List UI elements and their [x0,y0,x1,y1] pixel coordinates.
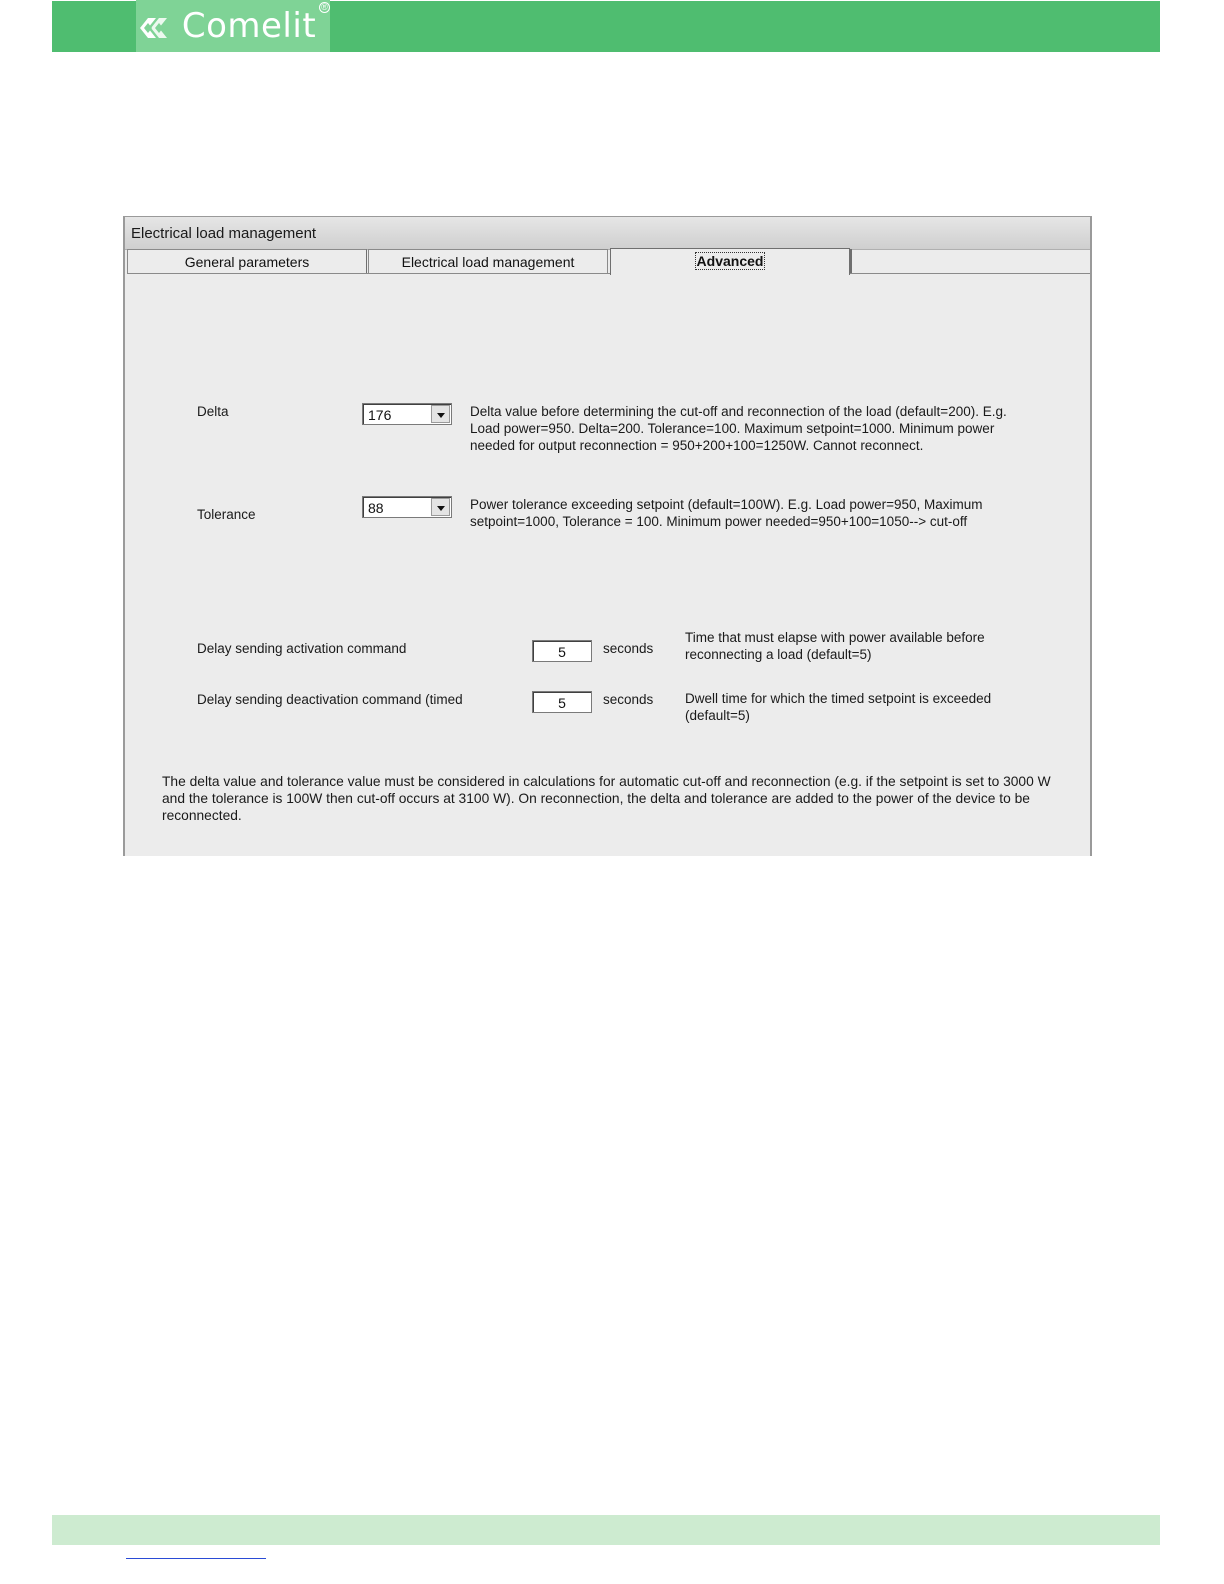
tolerance-select[interactable] [362,496,452,518]
tolerance-label: Tolerance [197,507,256,522]
footer-link-underline [126,1558,266,1559]
tab-electrical-load-management[interactable]: Electrical load management [368,249,608,273]
deactivation-delay-label: Delay sending deactivation command (timed [197,692,463,707]
activation-delay-input[interactable]: 5 [532,640,592,662]
footer-bar [52,1515,1160,1545]
activation-delay-label: Delay sending activation command [197,641,407,656]
tab-advanced-label: Advanced [696,253,764,269]
delta-select[interactable] [362,403,452,425]
settings-window [123,216,1092,856]
tolerance-value: 88 [368,500,384,516]
tolerance-description: Power tolerance exceeding setpoint (default=100W). E.g. Load power=950, Maximum setpoint=1000, Tolerance = 100. Minimum power needed=950+100=1050--> cut-off [470,497,983,529]
tab-divider [127,273,1090,274]
comelit-mark-icon [138,15,174,41]
chevron-down-icon[interactable] [431,498,450,516]
activation-delay-unit: seconds [603,641,654,656]
calculation-note: The delta value and tolerance value must be considered in calculations for automatic cut-off and reconnection (e.g. if the setpoint is set to 3000 W and the tolerance is 100W then cut-off occurs at 3100 W). On reconnection, the delta and tolerance are added to the power of the device to be reconnected. [162,774,1051,823]
comelit-logo [136,0,330,52]
window-title: Electrical load management [131,225,317,242]
activation-delay-description: Time that must elapse with power available before reconnecting a load (default=5) [685,630,985,662]
tab-advanced[interactable] [610,248,850,275]
deactivation-delay-description: Dwell time for which the timed setpoint is exceeded (default=5) [685,691,992,723]
deactivation-delay-unit: seconds [603,692,654,707]
tab-strip-remainder [850,249,1088,273]
title-bar [125,217,1090,250]
delta-description: Delta value before determining the cut-off and reconnection of the load (default=200). E.g. Load power=950. Delta=200. Tolerance=100. Maximum setpoint=1000. Minimum power needed for output reconnection = 950+200+100=1250W. Cannot reconnect. [470,404,1007,453]
logo-text: Comelit [181,6,317,46]
deactivation-delay-input[interactable]: 5 [532,691,592,713]
delta-value: 176 [368,407,392,423]
chevron-down-icon[interactable] [431,405,450,423]
delta-label: Delta [197,404,229,419]
tab-general-parameters[interactable]: General parameters [127,249,367,273]
registered-mark: ® [319,2,330,13]
